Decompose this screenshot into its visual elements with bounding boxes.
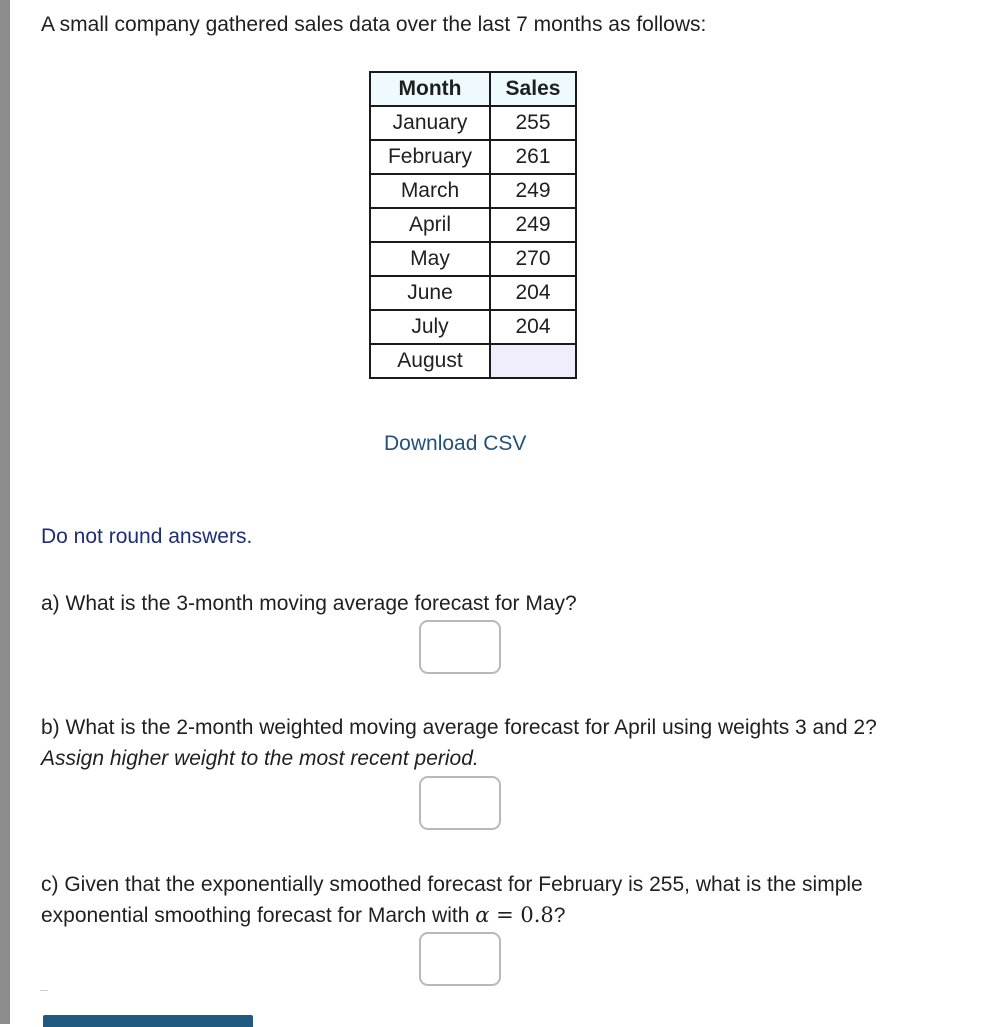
month-cell: January <box>370 106 490 140</box>
intro-text: A small company gathered sales data over the last 7 months as follows: <box>41 13 707 36</box>
table-row <box>370 310 576 344</box>
table-row <box>370 140 576 174</box>
question-b <box>41 712 941 774</box>
download-csv-link[interactable]: Download CSV <box>384 432 527 455</box>
window-left-edge <box>0 0 10 1024</box>
question-a: a) What is the 3-month moving average forecast for May? <box>41 592 577 615</box>
question-c-text: c) Given that the exponentially smoothed forecast for February is 255, what is the simple exponential smoothing forecast for March with <box>41 873 863 927</box>
question-c <box>41 869 941 931</box>
answer-input-a[interactable] <box>419 620 501 674</box>
table-row <box>370 174 576 208</box>
submit-button[interactable] <box>43 1015 253 1027</box>
question-b-text: b) What is the 2-month weighted moving average forecast for April using weights 3 and 2? <box>41 716 877 739</box>
month-cell: June <box>370 276 490 310</box>
month-cell: April <box>370 208 490 242</box>
column-header-sales: Sales <box>490 72 576 106</box>
question-c-end: ? <box>553 904 566 927</box>
sales-cell: 255 <box>490 106 576 140</box>
month-cell: February <box>370 140 490 174</box>
alpha-value: = 0.8 <box>489 903 554 927</box>
answer-input-c[interactable] <box>419 932 501 986</box>
table-row <box>370 276 576 310</box>
table-row <box>370 208 576 242</box>
table-header-row <box>370 72 576 106</box>
column-header-month: Month <box>370 72 490 106</box>
sales-cell: 249 <box>490 208 576 242</box>
sales-cell: 249 <box>490 174 576 208</box>
rounding-note: Do not round answers. <box>41 525 253 548</box>
question-page <box>10 0 1000 1024</box>
answer-input-b[interactable] <box>419 776 501 830</box>
sales-cell: 261 <box>490 140 576 174</box>
month-cell: August <box>370 344 490 378</box>
sales-cell <box>490 344 576 378</box>
question-b-instruction: Assign higher weight to the most recent period. <box>41 747 479 770</box>
sales-table <box>369 71 577 379</box>
alpha-symbol: α <box>475 903 490 927</box>
month-cell: March <box>370 174 490 208</box>
sales-cell: 204 <box>490 276 576 310</box>
table-row <box>370 106 576 140</box>
table-row <box>370 242 576 276</box>
divider-mark <box>40 990 48 991</box>
sales-cell: 270 <box>490 242 576 276</box>
sales-cell: 204 <box>490 310 576 344</box>
month-cell: July <box>370 310 490 344</box>
table-row <box>370 344 576 378</box>
month-cell: May <box>370 242 490 276</box>
